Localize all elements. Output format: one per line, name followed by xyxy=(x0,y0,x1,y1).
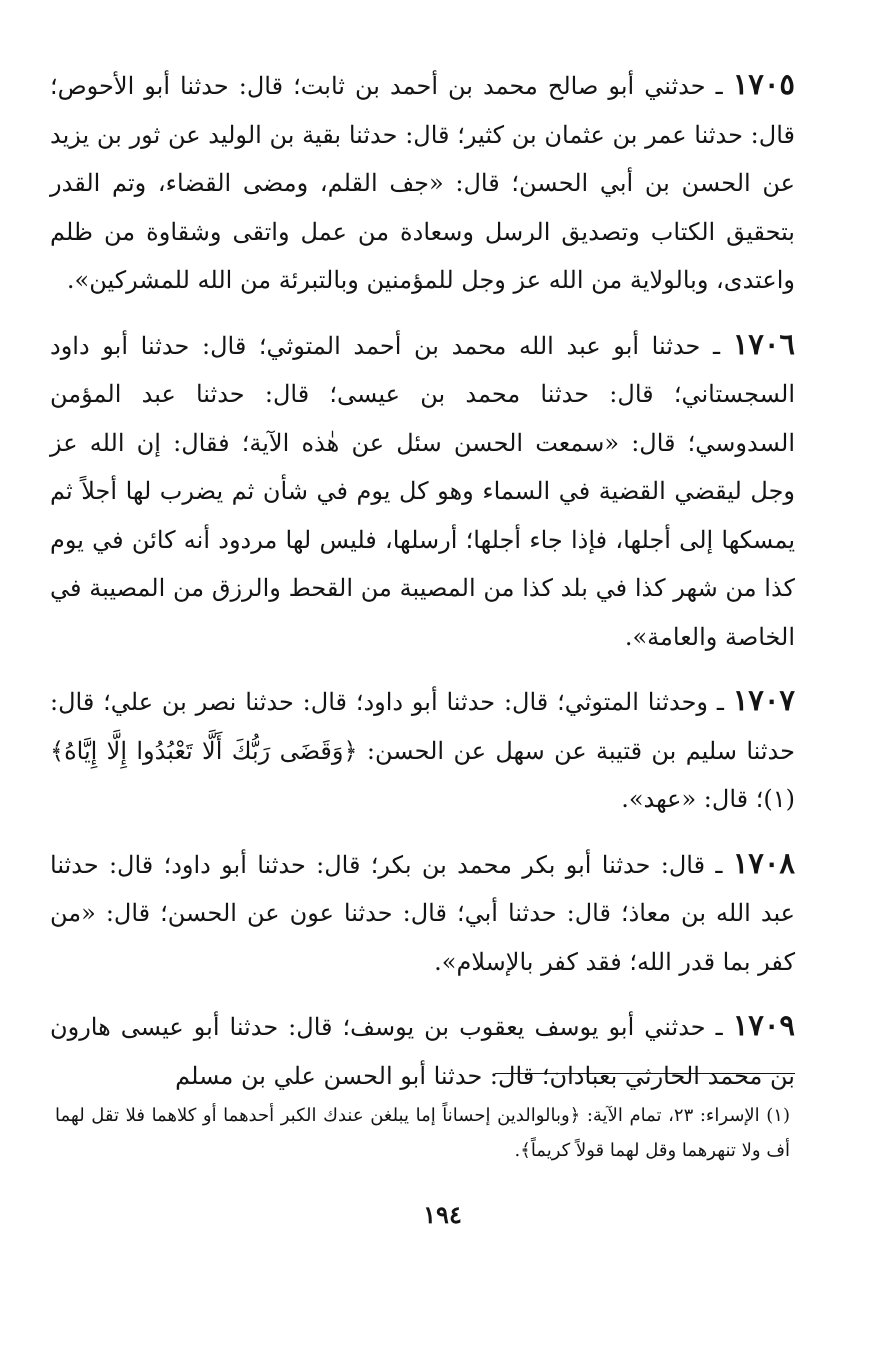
hadith-text: ـ وحدثنا المتوثي؛ قال: حدثنا أبو داود؛ قال: حدثنا نصر بن علي؛ قال: حدثنا سليم بن قتيبة عن سهل عن الحسن: ﴿وَقَضَى رَبُّكَ أَلَّا تَعْبُدُوا إِلَّا إِيَّاهُ﴾(١)؛ قال: «عهد». xyxy=(50,688,795,813)
hadith-number: ١٧٠٨ xyxy=(732,845,795,880)
hadith-1706 xyxy=(50,320,795,662)
hadith-text: ـ حدثني أبو يوسف يعقوب بن يوسف؛ قال: حدثنا أبو عيسى هارون بن محمد الحارثي بعبادان؛ قال: حدثنا أبو الحسن علي بن مسلم xyxy=(50,1013,795,1090)
hadith-number: ١٧٠٥ xyxy=(732,67,795,101)
hadith-1705 xyxy=(50,60,795,305)
hadith-text: ـ حدثني أبو صالح محمد بن أحمد بن ثابت؛ قال: حدثنا أبو الأحوص؛ قال: حدثنا عمر بن عثمان بن كثير؛ قال: حدثنا بقية بن الوليد عن ثور بن يزيد عن الحسن بن أبي الحسن؛ قال: «جف القلم، ومضى القضاء، وتم القدر بتحقيق الكتاب وتصديق الرسل وسعادة من عمل واتقى وشقاوة من ظلم واعتدى، وبالولاية من الله عز وجل للمؤمنين وبالتبرئة من الله للمشركين». xyxy=(50,72,795,294)
hadith-1708 xyxy=(50,839,795,987)
hadith-1707 xyxy=(50,676,795,824)
page-body xyxy=(50,60,795,1115)
footnote-section xyxy=(55,1098,790,1168)
hadith-number: ١٧٠٧ xyxy=(732,683,795,717)
page-number: ١٩٤ xyxy=(423,1200,462,1229)
footnote-divider xyxy=(495,1073,795,1074)
hadith-1709 xyxy=(50,1001,795,1100)
hadith-text: ـ حدثنا أبو عبد الله محمد بن أحمد المتوثي؛ قال: حدثنا أبو داود السجستاني؛ قال: حدثنا محمد بن عيسى؛ قال: حدثنا عبد المؤمن السدوسي؛ قال: «سمعت الحسن سئل عن هٰذه الآية؛ فقال: إن الله عز وجل ليقضي القضية في السماء وهو كل يوم في شأن ثم يضرب لها أجلاً ثم يمسكها إلى أجلها، فإذا جاء أجلها؛ أرسلها، فليس لها مردود أنه كائن في يوم كذا من شهر كذا في بلد كذا من المصيبة من القحط والرزق من المصيبة في الخاصة والعامة». xyxy=(50,331,795,651)
hadith-text: ـ قال: حدثنا أبو بكر محمد بن بكر؛ قال: حدثنا أبو داود؛ قال: حدثنا عبد الله بن معاذ؛ قال: حدثنا أبي؛ قال: حدثنا عون عن الحسن؛ قال: «من كفر بما قدر الله؛ فقد كفر بالإسلام». xyxy=(50,850,796,976)
hadith-number: ١٧٠٦ xyxy=(732,326,795,361)
hadith-number: ١٧٠٩ xyxy=(732,1008,795,1042)
footnote-1: (١) الإسراء: ٢٣، تمام الآية: ﴿وبالوالدين إحساناً إما يبلغن عندك الكبر أحدهما أو كلاهما فلا تقل لهما أف ولا تنهرهما وقل لهما قولاً كريماً﴾. xyxy=(55,1105,790,1161)
